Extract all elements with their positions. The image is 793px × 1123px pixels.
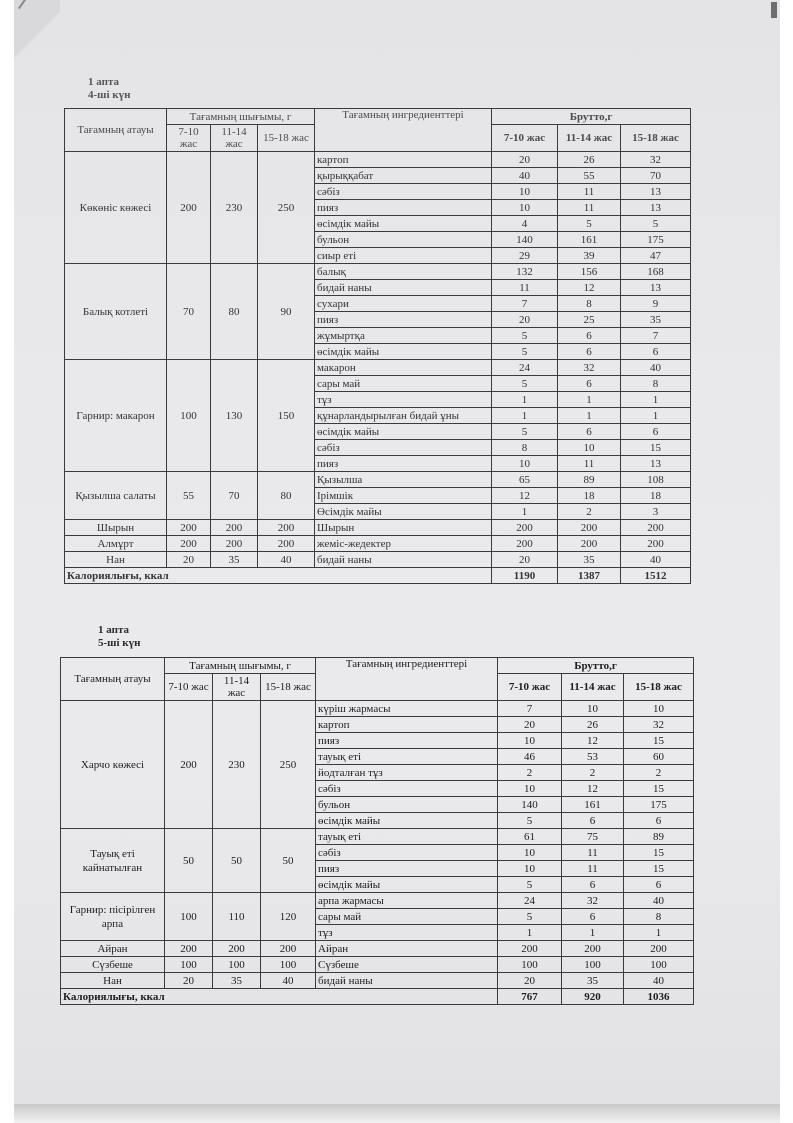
header-row	[61, 658, 694, 674]
ingredient-name: сары май	[315, 376, 492, 392]
header-dish-name: Тағамның атауы	[61, 658, 165, 701]
ingredient-brutto: 5	[621, 216, 691, 232]
ingredient-brutto: 12	[562, 781, 624, 797]
header-output-age: 7-10 жас	[167, 125, 211, 152]
dish-output: 200	[167, 520, 211, 536]
dish-output: 110	[213, 893, 261, 941]
ingredient-name: жұмыртқа	[315, 328, 492, 344]
ingredient-brutto: 1	[492, 408, 558, 424]
ingredient-brutto: 5	[492, 376, 558, 392]
calories-row	[61, 989, 694, 1005]
header-output-age: 7-10 жас	[165, 674, 213, 701]
dish-name: Харчо көжесі	[61, 701, 165, 829]
table-2-body	[61, 658, 694, 1005]
ingredient-brutto: 20	[498, 973, 562, 989]
ingredient-brutto: 1	[498, 925, 562, 941]
ingredient-name: сары май	[316, 909, 498, 925]
ingredient-brutto: 200	[492, 536, 558, 552]
ingredient-brutto: 10	[498, 781, 562, 797]
ingredient-brutto: 10	[492, 200, 558, 216]
dish-output: 100	[167, 360, 211, 472]
calories-value: 1512	[621, 568, 691, 584]
dish-output: 250	[258, 152, 315, 264]
ingredient-brutto: 100	[498, 957, 562, 973]
ingredient-name: тауық еті	[316, 749, 498, 765]
ingredient-name: сәбіз	[316, 781, 498, 797]
dish-name: Гарнир: макарон	[65, 360, 167, 472]
ingredient-brutto: 15	[624, 845, 694, 861]
dish-output: 200	[258, 536, 315, 552]
ingredient-name: картоп	[315, 152, 492, 168]
ingredient-brutto: 200	[558, 520, 621, 536]
ingredient-brutto: 20	[492, 312, 558, 328]
dish-output: 20	[167, 552, 211, 568]
header-ingredients: Тағамның ингредиенттері	[315, 109, 492, 152]
dish-output: 250	[261, 701, 316, 829]
dish-output: 80	[211, 264, 258, 360]
ingredient-brutto: 11	[558, 200, 621, 216]
header-dish-name: Тағамның атауы	[65, 109, 167, 152]
ingredient-name: пияз	[315, 456, 492, 472]
dish-output: 200	[167, 152, 211, 264]
calories-row	[65, 568, 691, 584]
ingredient-brutto: 39	[558, 248, 621, 264]
calories-value: 1036	[624, 989, 694, 1005]
ingredient-brutto: 12	[492, 488, 558, 504]
ingredient-name: бидай наны	[315, 552, 492, 568]
ingredient-brutto: 20	[492, 152, 558, 168]
ingredient-brutto: 15	[624, 861, 694, 877]
ingredient-name: Өсімдік майы	[315, 504, 492, 520]
calories-value: 767	[498, 989, 562, 1005]
table-row	[61, 829, 694, 845]
table-row	[61, 941, 694, 957]
dish-output: 130	[211, 360, 258, 472]
header-brutto-age: 11-14 жас	[562, 674, 624, 701]
ingredient-brutto: 200	[562, 941, 624, 957]
edge-mark	[771, 2, 777, 18]
dish-output: 80	[258, 472, 315, 520]
header-row	[65, 109, 691, 125]
ingredient-brutto: 18	[621, 488, 691, 504]
dish-output: 200	[213, 941, 261, 957]
ingredient-name: балық	[315, 264, 492, 280]
ingredient-name: бидай наны	[316, 973, 498, 989]
ingredient-name: арпа жармасы	[316, 893, 498, 909]
ingredient-brutto: 1	[624, 925, 694, 941]
ingredient-brutto: 13	[621, 184, 691, 200]
ingredient-brutto: 2	[562, 765, 624, 781]
ingredient-brutto: 11	[492, 280, 558, 296]
ingredient-brutto: 1	[492, 392, 558, 408]
dish-output: 100	[165, 893, 213, 941]
dish-output: 120	[261, 893, 316, 941]
header-output-age: 11-14 жас	[211, 125, 258, 152]
dish-output: 50	[213, 829, 261, 893]
ingredient-brutto: 10	[562, 701, 624, 717]
calories-label: Калориялығы, ккал	[61, 989, 498, 1005]
ingredient-brutto: 53	[562, 749, 624, 765]
dish-output: 100	[213, 957, 261, 973]
dish-output: 20	[165, 973, 213, 989]
ingredient-name: пияз	[316, 861, 498, 877]
ingredient-name: күріш жармасы	[316, 701, 498, 717]
ingredient-brutto: 6	[562, 909, 624, 925]
ingredient-brutto: 25	[558, 312, 621, 328]
ingredient-brutto: 40	[624, 973, 694, 989]
ingredient-brutto: 61	[498, 829, 562, 845]
ingredient-brutto: 200	[621, 520, 691, 536]
ingredient-name: йодталған тұз	[316, 765, 498, 781]
table-row	[65, 520, 691, 536]
ingredient-name: пияз	[315, 200, 492, 216]
ingredient-name: картоп	[316, 717, 498, 733]
ingredient-brutto: 9	[621, 296, 691, 312]
dish-output: 230	[211, 152, 258, 264]
ingredient-brutto: 156	[558, 264, 621, 280]
dish-name: Көкөніс көжесі	[65, 152, 167, 264]
dish-output: 70	[211, 472, 258, 520]
dish-output: 90	[258, 264, 315, 360]
ingredient-brutto: 8	[624, 909, 694, 925]
ingredient-brutto: 40	[492, 168, 558, 184]
ingredient-brutto: 200	[558, 536, 621, 552]
ingredient-name: пияз	[316, 733, 498, 749]
ingredient-brutto: 55	[558, 168, 621, 184]
ingredient-brutto: 32	[558, 360, 621, 376]
ingredient-brutto: 5	[492, 344, 558, 360]
ingredient-brutto: 11	[558, 184, 621, 200]
week-label: 1 апта	[98, 624, 129, 636]
ingredient-name: Қызылша	[315, 472, 492, 488]
table-row	[61, 957, 694, 973]
table-row	[61, 973, 694, 989]
ingredient-brutto: 10	[492, 456, 558, 472]
page-bottom-shadow	[14, 1104, 780, 1123]
ingredient-name: жеміс-жедектер	[315, 536, 492, 552]
header-brutto-age: 7-10 жас	[498, 674, 562, 701]
dish-output: 35	[213, 973, 261, 989]
ingredient-brutto: 168	[621, 264, 691, 280]
ingredient-brutto: 35	[562, 973, 624, 989]
dish-output: 200	[261, 941, 316, 957]
dish-name: Шырын	[65, 520, 167, 536]
ingredient-brutto: 100	[624, 957, 694, 973]
ingredient-name: құнарландырылған бидай ұны	[315, 408, 492, 424]
ingredient-brutto: 10	[498, 861, 562, 877]
ingredient-brutto: 35	[621, 312, 691, 328]
ingredient-brutto: 6	[621, 344, 691, 360]
ingredient-brutto: 7	[498, 701, 562, 717]
ingredient-brutto: 32	[562, 893, 624, 909]
folded-corner	[14, 0, 60, 70]
dish-output: 200	[211, 536, 258, 552]
table-row	[65, 552, 691, 568]
table-row	[61, 893, 694, 909]
ingredient-brutto: 13	[621, 280, 691, 296]
dish-output: 100	[261, 957, 316, 973]
ingredient-brutto: 1	[562, 925, 624, 941]
ingredient-brutto: 20	[498, 717, 562, 733]
table-1-body	[65, 109, 691, 584]
header-brutto-age: 7-10 жас	[492, 125, 558, 152]
ingredient-brutto: 175	[624, 797, 694, 813]
ingredient-brutto: 8	[558, 296, 621, 312]
ingredient-brutto: 4	[492, 216, 558, 232]
ingredient-name: макарон	[315, 360, 492, 376]
dish-output: 150	[258, 360, 315, 472]
ingredient-brutto: 26	[562, 717, 624, 733]
ingredient-name: өсімдік майы	[315, 216, 492, 232]
calories-label: Калориялығы, ккал	[65, 568, 492, 584]
calories-value: 1190	[492, 568, 558, 584]
header-output: Тағамның шығымы, г	[165, 658, 316, 674]
ingredient-name: сухари	[315, 296, 492, 312]
ingredient-name: бидай наны	[315, 280, 492, 296]
day-label: 5-ші күн	[98, 637, 141, 649]
ingredient-brutto: 46	[498, 749, 562, 765]
ingredient-brutto: 10	[492, 184, 558, 200]
ingredient-brutto: 15	[621, 440, 691, 456]
ingredient-brutto: 5	[498, 813, 562, 829]
ingredient-brutto: 40	[621, 360, 691, 376]
ingredient-brutto: 10	[558, 440, 621, 456]
ingredient-brutto: 200	[492, 520, 558, 536]
ingredient-brutto: 5	[498, 877, 562, 893]
dish-name: Қызылша салаты	[65, 472, 167, 520]
ingredient-brutto: 13	[621, 200, 691, 216]
ingredient-brutto: 47	[621, 248, 691, 264]
ingredient-brutto: 11	[562, 861, 624, 877]
ingredient-brutto: 8	[621, 376, 691, 392]
calories-value: 920	[562, 989, 624, 1005]
ingredient-brutto: 5	[558, 216, 621, 232]
header-brutto-age: 11-14 жас	[558, 125, 621, 152]
header-brutto: Брутто,г	[498, 658, 694, 674]
dish-output: 55	[167, 472, 211, 520]
ingredient-brutto: 18	[558, 488, 621, 504]
table-row	[61, 701, 694, 717]
ingredient-name: өсімдік майы	[316, 813, 498, 829]
ingredient-brutto: 100	[562, 957, 624, 973]
day-heading-1	[88, 76, 130, 102]
ingredient-brutto: 7	[492, 296, 558, 312]
ingredient-brutto: 1	[558, 408, 621, 424]
ingredient-brutto: 29	[492, 248, 558, 264]
ingredient-name: Ірімшік	[315, 488, 492, 504]
ingredient-brutto: 32	[621, 152, 691, 168]
dish-name: Нан	[65, 552, 167, 568]
ingredient-name: сәбіз	[315, 440, 492, 456]
ingredient-brutto: 89	[624, 829, 694, 845]
ingredient-brutto: 6	[621, 424, 691, 440]
dish-output: 100	[165, 957, 213, 973]
ingredient-brutto: 89	[558, 472, 621, 488]
ingredient-brutto: 6	[558, 424, 621, 440]
ingredient-brutto: 35	[558, 552, 621, 568]
table-row	[65, 152, 691, 168]
dish-name: Нан	[61, 973, 165, 989]
ingredient-name: өсімдік майы	[316, 877, 498, 893]
ingredient-brutto: 12	[558, 280, 621, 296]
ingredient-brutto: 11	[558, 456, 621, 472]
ingredient-name: бульон	[315, 232, 492, 248]
table-row	[65, 472, 691, 488]
dish-name: Айран	[61, 941, 165, 957]
table-row	[65, 264, 691, 280]
ingredient-brutto: 200	[621, 536, 691, 552]
ingredient-brutto: 24	[498, 893, 562, 909]
ingredient-name: тұз	[316, 925, 498, 941]
ingredient-brutto: 161	[558, 232, 621, 248]
ingredient-brutto: 132	[492, 264, 558, 280]
dish-output: 230	[213, 701, 261, 829]
ingredient-name: Айран	[316, 941, 498, 957]
ingredient-brutto: 24	[492, 360, 558, 376]
ingredient-brutto: 13	[621, 456, 691, 472]
header-ingredients: Тағамның ингредиенттері	[316, 658, 498, 701]
ingredient-name: қырыққабат	[315, 168, 492, 184]
ingredient-name: Сүзбеше	[316, 957, 498, 973]
calories-value: 1387	[558, 568, 621, 584]
day-label: 4-ші күн	[88, 89, 131, 101]
day-heading-2	[98, 624, 140, 650]
ingredient-brutto: 200	[624, 941, 694, 957]
ingredient-brutto: 6	[562, 813, 624, 829]
week-label: 1 апта	[88, 76, 119, 88]
ingredient-brutto: 7	[621, 328, 691, 344]
ingredient-brutto: 10	[498, 733, 562, 749]
ingredient-brutto: 6	[624, 813, 694, 829]
ingredient-brutto: 6	[562, 877, 624, 893]
ingredient-brutto: 140	[498, 797, 562, 813]
table-row	[65, 536, 691, 552]
dish-name: Алмұрт	[65, 536, 167, 552]
ingredient-brutto: 60	[624, 749, 694, 765]
ingredient-name: сәбіз	[315, 184, 492, 200]
ingredient-brutto: 6	[624, 877, 694, 893]
dish-name: Тауық еті кайнатылған	[61, 829, 165, 893]
ingredient-brutto: 2	[498, 765, 562, 781]
header-brutto-age: 15-18 жас	[621, 125, 691, 152]
menu-table-day-5	[60, 657, 694, 1005]
dish-output: 50	[261, 829, 316, 893]
ingredient-brutto: 40	[621, 552, 691, 568]
ingredient-brutto: 12	[562, 733, 624, 749]
ingredient-brutto: 75	[562, 829, 624, 845]
ingredient-brutto: 6	[558, 328, 621, 344]
dish-output: 200	[167, 536, 211, 552]
ingredient-brutto: 140	[492, 232, 558, 248]
dish-output: 200	[165, 701, 213, 829]
ingredient-brutto: 70	[621, 168, 691, 184]
ingredient-name: сәбіз	[316, 845, 498, 861]
table-row	[65, 360, 691, 376]
ingredient-name: өсімдік майы	[315, 424, 492, 440]
ingredient-brutto: 10	[498, 845, 562, 861]
ingredient-brutto: 1	[621, 408, 691, 424]
ingredient-brutto: 200	[498, 941, 562, 957]
ingredient-brutto: 6	[558, 376, 621, 392]
ingredient-brutto: 5	[498, 909, 562, 925]
header-output-age: 15-18 жас	[258, 125, 315, 152]
ingredient-brutto: 1	[621, 392, 691, 408]
ingredient-name: тауық еті	[316, 829, 498, 845]
dish-name: Гарнир: пісірілген арпа	[61, 893, 165, 941]
ingredient-name: бульон	[316, 797, 498, 813]
ingredient-brutto: 2	[624, 765, 694, 781]
dish-output: 40	[258, 552, 315, 568]
ingredient-brutto: 3	[621, 504, 691, 520]
ingredient-brutto: 161	[562, 797, 624, 813]
ingredient-brutto: 15	[624, 733, 694, 749]
ingredient-brutto: 15	[624, 781, 694, 797]
dish-output: 35	[211, 552, 258, 568]
ingredient-brutto: 5	[492, 328, 558, 344]
ingredient-brutto: 6	[558, 344, 621, 360]
ingredient-brutto: 8	[492, 440, 558, 456]
ingredient-name: өсімдік майы	[315, 344, 492, 360]
ingredient-brutto: 32	[624, 717, 694, 733]
ingredient-brutto: 175	[621, 232, 691, 248]
ingredient-brutto: 108	[621, 472, 691, 488]
dish-name: Балық котлеті	[65, 264, 167, 360]
ingredient-brutto: 10	[624, 701, 694, 717]
ingredient-name: пияз	[315, 312, 492, 328]
dish-output: 200	[211, 520, 258, 536]
header-brutto-age: 15-18 жас	[624, 674, 694, 701]
ingredient-name: сиыр еті	[315, 248, 492, 264]
dish-output: 200	[258, 520, 315, 536]
ingredient-brutto: 11	[562, 845, 624, 861]
dish-name: Сүзбеше	[61, 957, 165, 973]
dish-output: 200	[165, 941, 213, 957]
ingredient-brutto: 20	[492, 552, 558, 568]
header-output-age: 11-14 жас	[213, 674, 261, 701]
header-brutto: Брутто,г	[492, 109, 691, 125]
ingredient-name: тұз	[315, 392, 492, 408]
menu-table-day-4	[64, 108, 691, 584]
ingredient-brutto: 1	[492, 504, 558, 520]
header-output: Тағамның шығымы, г	[167, 109, 315, 125]
ingredient-brutto: 26	[558, 152, 621, 168]
header-output-age: 15-18 жас	[261, 674, 316, 701]
ingredient-brutto: 1	[558, 392, 621, 408]
dish-output: 40	[261, 973, 316, 989]
ingredient-brutto: 5	[492, 424, 558, 440]
ingredient-brutto: 2	[558, 504, 621, 520]
dish-output: 70	[167, 264, 211, 360]
dish-output: 50	[165, 829, 213, 893]
ingredient-name: Шырын	[315, 520, 492, 536]
ingredient-brutto: 40	[624, 893, 694, 909]
ingredient-brutto: 65	[492, 472, 558, 488]
